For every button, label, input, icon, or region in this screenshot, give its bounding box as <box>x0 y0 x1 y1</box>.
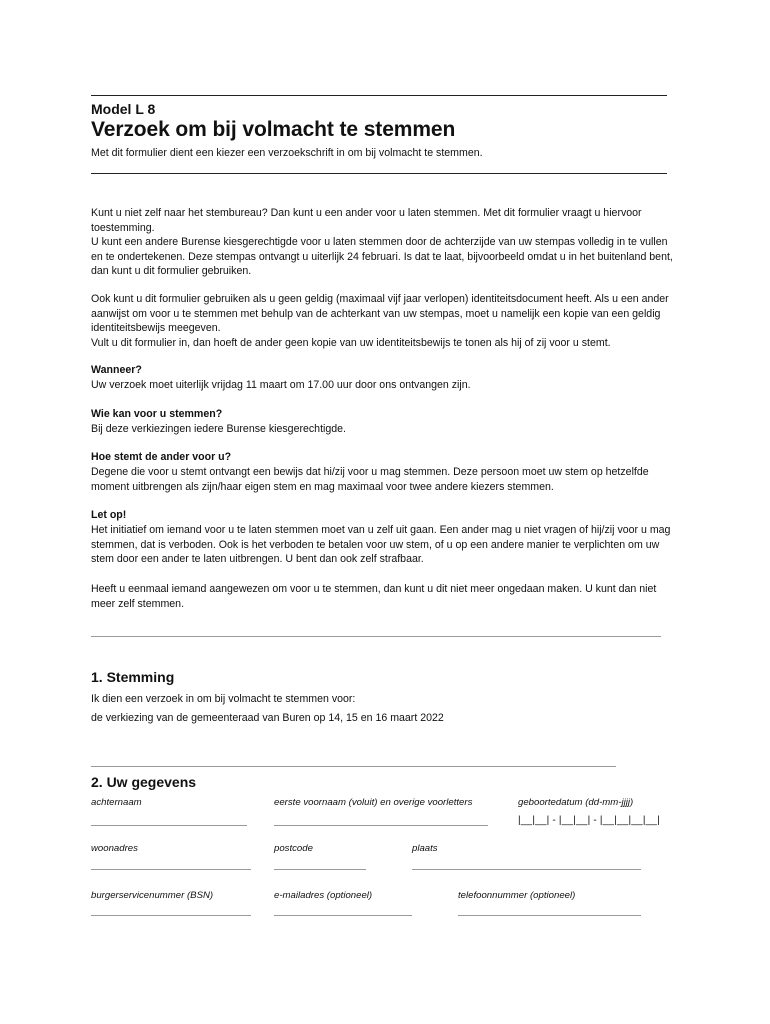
page-title: Verzoek om bij volmacht te stemmen <box>91 118 456 141</box>
woonadres-label: woonadres <box>91 843 138 854</box>
section-divider-2 <box>91 766 616 767</box>
heeft-text: Heeft u eenmaal iemand aangewezen om voor u te stemmen, dan kunt u dit niet meer ongedaan maken. U kunt dan niet meer zelf stemmen. <box>91 583 657 610</box>
letop-text: Het initiatief om iemand voor u te laten stemmen moet van u zelf uit gaan. Een ander mag u niet vragen of hij/zij voor u mag stemmen, dat is verboden. Ook is het verboden te betalen voor uw stem, of u op een andere manier te verplichten om uw stem door een ander te laten uitbrengen. U bent dan ook zelf strafbaar. <box>91 524 671 566</box>
intro-paragraph-2: U kunt een andere Burense kiesgerechtigde voor u laten stemmen door de achterzijde van uw stempas volledig in te vullen en te ondertekenen. Deze stempas ontvangt u uiterlijk 24 februari. Is dat te laat, bijvoorbeeld omdat u in het buitenland bent, dan kunt u dit formulier gebruiken. <box>91 236 673 278</box>
voornaam-label: eerste voornaam (voluit) en overige voorletters <box>274 797 473 808</box>
intro-paragraph-3: Ook kunt u dit formulier gebruiken als u geen geldig (maximaal vijf jaar verlopen) identiteitsdocument heeft. Als u een ander aanwijst om voor u te stemmen met behulp van de achterkant van uw stempas, moet u namelijk een kopie van een geldig identiteitsbewijs meegeven. <box>91 293 669 335</box>
bsn-field[interactable] <box>91 915 251 916</box>
stemming-title: 1. Stemming <box>91 669 175 685</box>
intro-paragraph-4: Vult u dit formulier in, dan hoeft de ander geen kopie van uw identiteitsbewijs te tonen als hij of zij voor u stemt. <box>91 337 611 349</box>
geboortedatum-label: geboortedatum (dd-mm-jjjj) <box>518 797 634 808</box>
wie-heading: Wie kan voor u stemmen? <box>91 408 223 420</box>
woonadres-field[interactable] <box>91 869 251 870</box>
postcode-label: postcode <box>274 843 313 854</box>
stemming-line-2: de verkiezing van de gemeenteraad van Buren op 14, 15 en 16 maart 2022 <box>91 712 444 724</box>
email-field[interactable] <box>274 915 412 916</box>
header-bottom-rule <box>91 173 667 174</box>
top-rule <box>91 95 667 96</box>
intro-paragraph-1: Kunt u niet zelf naar het stembureau? Dan kunt u een ander voor u laten stemmen. Met dit formulier vraagt u hiervoor toestemming. <box>91 207 642 234</box>
hoe-text: Degene die voor u stemt ontvangt een bewijs dat hi/zij voor u mag stemmen. Deze persoon moet uw stem op hetzelfde moment uitbrengen als zijn/haar eigen stem en mag maximaal voor twee andere kiezers stemmen. <box>91 466 649 493</box>
section-divider <box>91 636 661 637</box>
stemming-line-1: Ik dien een verzoek in om bij volmacht te stemmen voor: <box>91 693 356 705</box>
telefoon-field[interactable] <box>458 915 641 916</box>
letop-heading: Let op! <box>91 509 127 521</box>
hoe-heading: Hoe stemt de ander voor u? <box>91 451 232 463</box>
wie-text: Bij deze verkiezingen iedere Burense kiesgerechtigde. <box>91 423 346 435</box>
telefoon-label: telefoonnummer (optioneel) <box>458 890 576 901</box>
wanneer-heading: Wanneer? <box>91 364 142 376</box>
email-label: e-mailadres (optioneel) <box>274 890 373 901</box>
gegevens-title: 2. Uw gegevens <box>91 774 197 790</box>
achternaam-field[interactable] <box>91 825 247 826</box>
bsn-label: burgerservicenummer (BSN) <box>91 890 214 901</box>
geboortedatum-field[interactable]: |__|__| - |__|__| - |__|__|__|__| <box>518 815 660 826</box>
wanneer-text: Uw verzoek moet uiterlijk vrijdag 11 maart om 17.00 uur door ons ontvangen zijn. <box>91 379 471 391</box>
model-label: Model L 8 <box>91 101 156 117</box>
plaats-field[interactable] <box>412 869 641 870</box>
postcode-field[interactable] <box>274 869 366 870</box>
plaats-label: plaats <box>412 843 438 854</box>
voornaam-field[interactable] <box>274 825 488 826</box>
achternaam-label: achternaam <box>91 797 142 808</box>
page-subtitle: Met dit formulier dient een kiezer een verzoekschrift in om bij volmacht te stemmen. <box>91 147 483 159</box>
